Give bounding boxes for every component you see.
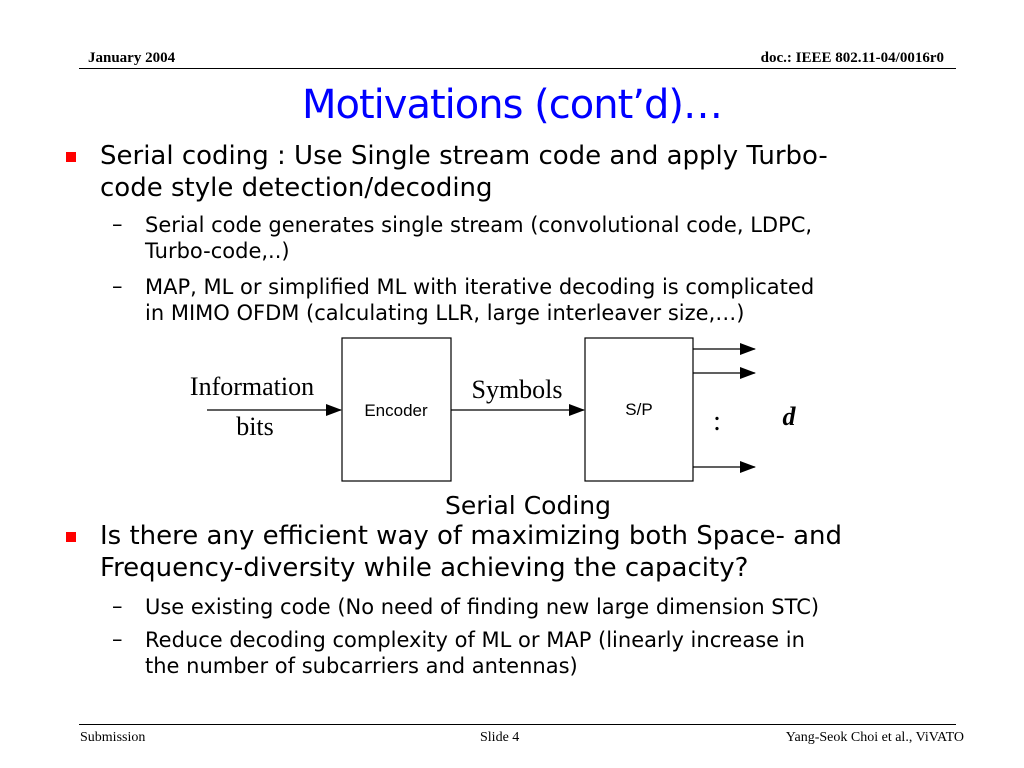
- slide-title: Motivations (cont’d)…: [302, 82, 722, 128]
- output-label-d: d: [782, 402, 796, 431]
- sub-line: Use existing code (No need of finding new large dimension STC): [145, 595, 820, 619]
- sub-line: the number of subcarriers and antennas): [145, 654, 578, 678]
- bullet-1-line-2: code style detection/decoding: [100, 173, 493, 203]
- bullet-1-text: [100, 140, 828, 204]
- bullet-1-sub-2: [145, 274, 814, 326]
- sub-line: MAP, ML or simplified ML with iterative decoding is complicated: [145, 275, 815, 299]
- input-label-information: Information: [189, 372, 315, 401]
- sub-bullet-dash: –: [112, 212, 123, 236]
- bullet-2-line-2: Frequency-diversity while achieving the capacity?: [100, 553, 749, 583]
- diagram-caption: Serial Coding: [445, 491, 611, 520]
- sub-line: Reduce decoding complexity of ML or MAP (linearly increase in: [145, 628, 805, 652]
- input-label-bits: bits: [236, 412, 274, 441]
- footer-submission: Submission: [80, 730, 146, 745]
- sub-bullet-dash: –: [112, 627, 123, 651]
- sub-line: Turbo-code,..): [145, 239, 290, 263]
- bullet-2-line-1: Is there any efficient way of maximizing both Space- and: [100, 521, 843, 551]
- sub-bullet-dash: –: [112, 594, 123, 618]
- ellipsis-dots: :: [713, 406, 721, 437]
- serial-coding-diagram: [0, 330, 1024, 530]
- sub-line: Serial code generates single stream (convolutional code, LDPC,: [145, 213, 813, 237]
- sub-bullet-dash: –: [112, 274, 123, 298]
- sp-label: S/P: [625, 400, 653, 419]
- bullet-1-sub-1: [145, 212, 812, 264]
- bullet-2-text: [100, 520, 842, 584]
- sub-line: in MIMO OFDM (calculating LLR, large interleaver size,…): [145, 301, 745, 325]
- header-date: January 2004: [88, 50, 176, 66]
- bullet-marker: [66, 152, 76, 162]
- header-rule: [79, 68, 956, 69]
- bullet-1-line-1: Serial coding : Use Single stream code and apply Turbo-: [100, 141, 828, 171]
- footer-rule: [79, 724, 956, 725]
- encoder-label: Encoder: [364, 401, 428, 420]
- bullet-2-sub-1: [145, 594, 819, 620]
- header-doc-id: doc.: IEEE 802.11-04/0016r0: [760, 50, 944, 66]
- footer-author: Yang-Seok Choi et al., ViVATO: [785, 730, 964, 745]
- bullet-marker: [66, 532, 76, 542]
- footer-slide-number: Slide 4: [480, 730, 520, 745]
- symbols-label: Symbols: [471, 375, 563, 404]
- bullet-2-sub-2: [145, 627, 805, 679]
